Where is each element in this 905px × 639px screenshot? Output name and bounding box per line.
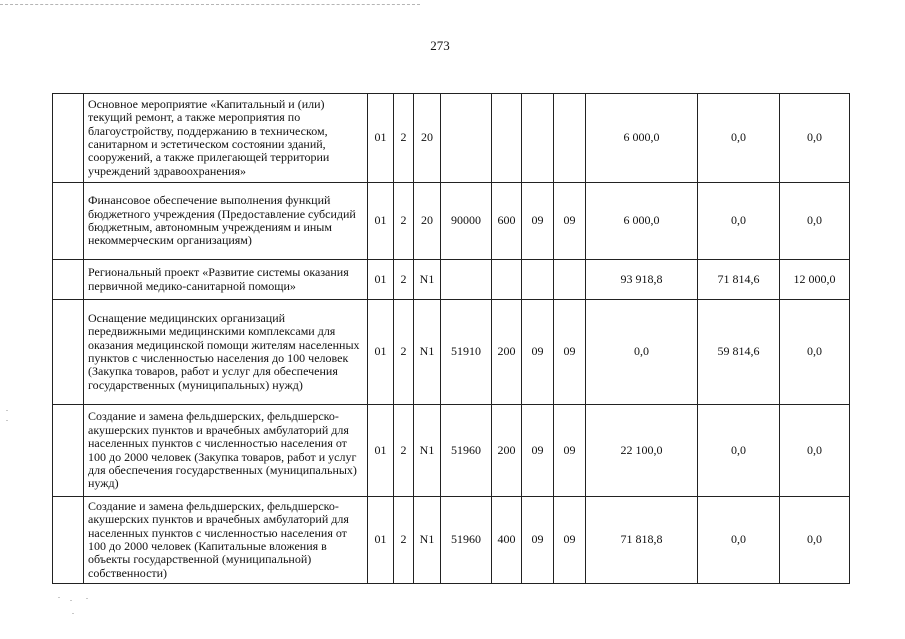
scan-artifact bbox=[6, 420, 8, 421]
amount-year-1: 93 918,8 bbox=[586, 260, 698, 300]
amount-year-2: 0,0 bbox=[698, 183, 780, 260]
event-code: N1 bbox=[414, 260, 441, 300]
row-index-cell bbox=[53, 94, 84, 183]
table-row bbox=[53, 94, 850, 183]
event-code: N1 bbox=[414, 300, 441, 405]
amount-year-3: 12 000,0 bbox=[780, 260, 850, 300]
scan-artifact bbox=[86, 598, 88, 599]
subprogram-code: 2 bbox=[394, 183, 414, 260]
scan-artifact bbox=[58, 597, 60, 598]
direction-code: 51960 bbox=[441, 405, 492, 497]
amount-year-3: 0,0 bbox=[780, 300, 850, 405]
row-description: Оснащение медицинских организаций передвижными медицинскими комплексами для оказания медицинской помощи жителям населенных пунктов с численностью населения до 100 человек (Закупка товаров, работ и услуг для обеспечения государственных (муниципальных) нужд) bbox=[84, 300, 368, 405]
amount-year-2: 0,0 bbox=[698, 94, 780, 183]
expense-type-code: 400 bbox=[492, 497, 522, 584]
amount-year-3: 0,0 bbox=[780, 497, 850, 584]
event-code: N1 bbox=[414, 405, 441, 497]
row-description: Создание и замена фельдшерских, фельдшерско-акушерских пунктов и врачебных амбулаторий для населенных пунктов с численностью населения от 100 до 2000 человек (Капитальные вложения в объекты государственной (муниципальной) собственности) bbox=[84, 497, 368, 584]
amount-year-3: 0,0 bbox=[780, 405, 850, 497]
table-row bbox=[53, 300, 850, 405]
direction-code: 51910 bbox=[441, 300, 492, 405]
row-description: Создание и замена фельдшерских, фельдшерско-акушерских пунктов и врачебных амбулаторий для населенных пунктов с численностью населения от 100 до 2000 человек (Закупка товаров, работ и услуг для обеспечения государственных (муниципальных) нужд) bbox=[84, 405, 368, 497]
row-description: Региональный проект «Развитие системы оказания первичной медико-санитарной помощи» bbox=[84, 260, 368, 300]
expense-type-code: 200 bbox=[492, 300, 522, 405]
expense-type-code bbox=[492, 260, 522, 300]
amount-year-2: 0,0 bbox=[698, 405, 780, 497]
page-number: 273 bbox=[430, 38, 450, 53]
scan-top-rule bbox=[0, 4, 420, 5]
amount-year-1: 6 000,0 bbox=[586, 94, 698, 183]
subprogram-code: 2 bbox=[394, 405, 414, 497]
expense-type-code: 200 bbox=[492, 405, 522, 497]
expense-type-code bbox=[492, 94, 522, 183]
direction-code: 90000 bbox=[441, 183, 492, 260]
program-code: 01 bbox=[368, 260, 394, 300]
row-index-cell bbox=[53, 405, 84, 497]
direction-code: 51960 bbox=[441, 497, 492, 584]
event-code: N1 bbox=[414, 497, 441, 584]
subsection-code: 09 bbox=[554, 300, 586, 405]
program-code: 01 bbox=[368, 183, 394, 260]
amount-year-2: 59 814,6 bbox=[698, 300, 780, 405]
amount-year-3: 0,0 bbox=[780, 183, 850, 260]
row-index-cell bbox=[53, 183, 84, 260]
subprogram-code: 2 bbox=[394, 300, 414, 405]
section-code bbox=[522, 94, 554, 183]
section-code: 09 bbox=[522, 300, 554, 405]
subsection-code: 09 bbox=[554, 183, 586, 260]
section-code: 09 bbox=[522, 497, 554, 584]
table-row bbox=[53, 183, 850, 260]
subsection-code: 09 bbox=[554, 497, 586, 584]
subprogram-code: 2 bbox=[394, 497, 414, 584]
scan-artifact bbox=[70, 600, 72, 601]
amount-year-3: 0,0 bbox=[780, 94, 850, 183]
table-row bbox=[53, 497, 850, 584]
row-index-cell bbox=[53, 260, 84, 300]
row-description: Финансовое обеспечение выполнения функций бюджетного учреждения (Предоставление субсидий бюджетным, автономным учреждениям и иным некоммерческим организациям) bbox=[84, 183, 368, 260]
subsection-code: 09 bbox=[554, 405, 586, 497]
subprogram-code: 2 bbox=[394, 94, 414, 183]
scan-artifact bbox=[72, 613, 74, 614]
amount-year-1: 0,0 bbox=[586, 300, 698, 405]
amount-year-1: 6 000,0 bbox=[586, 183, 698, 260]
row-index-cell bbox=[53, 497, 84, 584]
program-code: 01 bbox=[368, 94, 394, 183]
budget-table bbox=[52, 93, 850, 584]
direction-code bbox=[441, 94, 492, 183]
row-index-cell bbox=[53, 300, 84, 405]
event-code: 20 bbox=[414, 94, 441, 183]
amount-year-2: 71 814,6 bbox=[698, 260, 780, 300]
event-code: 20 bbox=[414, 183, 441, 260]
row-description: Основное мероприятие «Капитальный и (или) текущий ремонт, а также мероприятия по благоустройству, поддержанию в техническом, санитарном и эстетическом состоянии зданий, сооружений, а также прилегающей территории учреждений здравоохранения» bbox=[84, 94, 368, 183]
section-code: 09 bbox=[522, 183, 554, 260]
direction-code bbox=[441, 260, 492, 300]
subsection-code bbox=[554, 94, 586, 183]
amount-year-1: 22 100,0 bbox=[586, 405, 698, 497]
program-code: 01 bbox=[368, 300, 394, 405]
expense-type-code: 600 bbox=[492, 183, 522, 260]
amount-year-2: 0,0 bbox=[698, 497, 780, 584]
program-code: 01 bbox=[368, 497, 394, 584]
section-code bbox=[522, 260, 554, 300]
section-code: 09 bbox=[522, 405, 554, 497]
table-row bbox=[53, 405, 850, 497]
table-row bbox=[53, 260, 850, 300]
scan-artifact bbox=[6, 410, 8, 411]
amount-year-1: 71 818,8 bbox=[586, 497, 698, 584]
subsection-code bbox=[554, 260, 586, 300]
program-code: 01 bbox=[368, 405, 394, 497]
subprogram-code: 2 bbox=[394, 260, 414, 300]
